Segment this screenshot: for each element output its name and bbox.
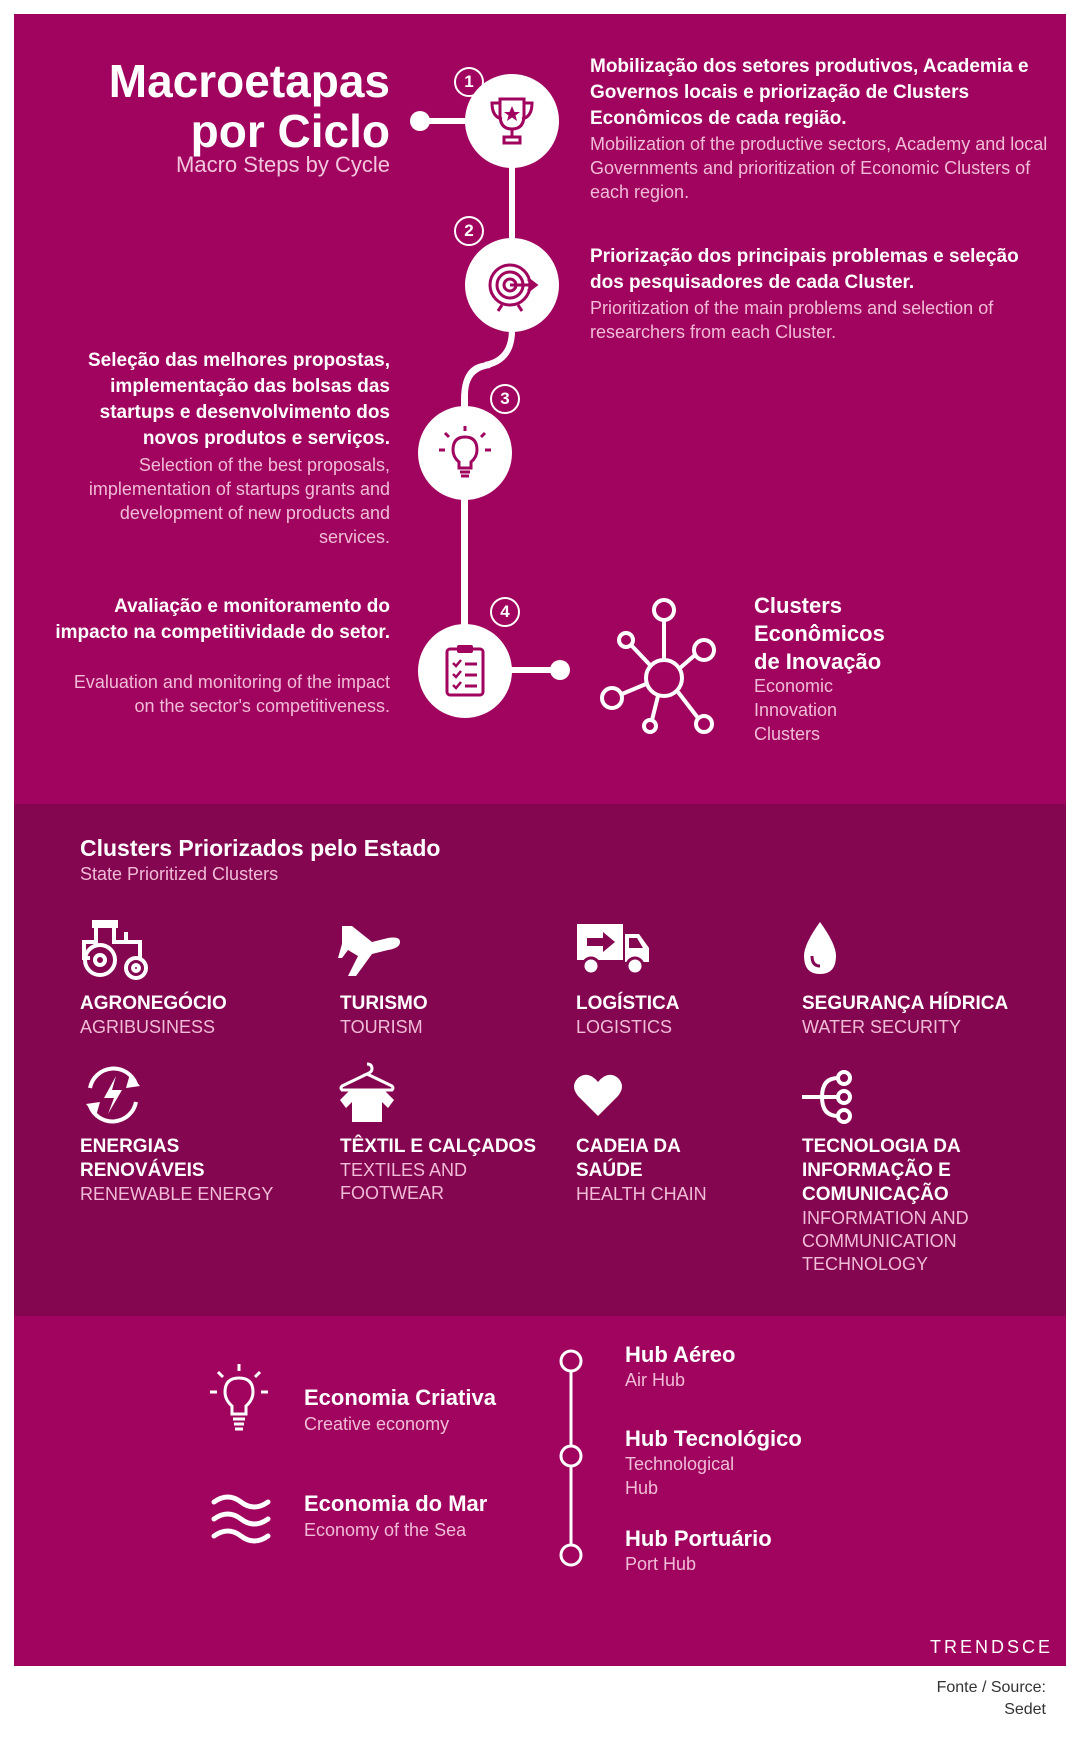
share-icon [800,1070,856,1124]
step-3-pt-text: Seleção das melhores propostas, implementação das bolsas das startups e desenvolvimento dos novos produtos e serviços. [87,350,390,449]
cluster-renewable-energy: ENERGIAS RENOVÁVEIS RENEWABLE ENERGY [80,1136,274,1204]
step-4-number: 4 [490,597,520,627]
step-4-circle [418,624,512,718]
step-1-en-text: Mobilization of the productive sectors, Academy and local Governments and prioritization of Economic Clusters of each region. [590,134,1048,202]
step-1-circle [465,74,559,168]
step-3-number: 3 [490,384,520,414]
step-3-en-text: Selection of the best proposals, implementation of startups grants and development of new products and services. [88,455,390,547]
renewable-energy-icon [78,1064,148,1124]
cluster-agribusiness: AGRONEGÓCIO AGRIBUSINESS [80,993,227,1037]
trophy-icon [482,91,542,151]
page-title: Macroetapas por Ciclo [108,55,390,157]
cluster-health-chain: CADEIA DA SAÚDE HEALTH CHAIN [576,1136,707,1204]
water-drop-icon [800,920,840,976]
page-subtitle: Macro Steps by Cycle [176,152,390,177]
step-4-en-text: Evaluation and monitoring of the impact on the sector's competitiveness. [73,672,390,716]
prioritized-subtitle: State Prioritized Clusters [80,864,279,884]
hub-technological: Hub Tecnológico Technological Hub [625,1426,802,1498]
innovation-clusters-pt: Clusters Econômicos de Inovação [754,593,885,674]
step-2-en-text: Prioritization of the main problems and selection of researchers from each Cluster. [590,298,994,342]
timeline-start-dot [410,111,430,131]
tractor-icon [78,918,148,980]
network-icon [596,594,726,734]
cluster-textiles: TÊXTIL E CALÇADOS TEXTILES AND FOOTWEAR [340,1136,536,1203]
step-2-circle [465,238,559,332]
step-2-pt-text: Priorização dos principais problemas e seleção dos pesquisadores de cada Cluster. [590,246,1019,293]
airplane-icon [338,920,402,980]
step-1-pt-text: Mobilização dos setores produtivos, Academia e Governos locais e priorização de Clusters Econômicos de cada região. [590,56,1029,129]
timeline-end-dot [550,660,570,680]
creative-economy: Economia Criativa Creative economy [304,1385,496,1434]
innovation-clusters-en: Economic Innovation Clusters [754,676,838,744]
hub-air: Hub Aéreo Air Hub [625,1342,736,1390]
hub-port: Hub Portuário Port Hub [625,1526,772,1574]
waves-icon [210,1494,272,1544]
cluster-water-security: SEGURANÇA HÍDRICA WATER SECURITY [802,993,1009,1037]
clipboard-icon [435,641,495,701]
lightbulb-outline-icon [206,1362,272,1432]
hub-timeline [556,1346,586,1576]
step-1-number: 1 [454,67,484,97]
target-icon [482,255,542,315]
heart-icon [572,1072,624,1118]
lightbulb-icon [435,423,495,483]
step-3-circle [418,406,512,500]
cluster-tourism: TURISMO TOURISM [340,993,428,1037]
cluster-logistics: LOGÍSTICA LOGISTICS [576,993,680,1037]
shirt-icon [336,1060,398,1124]
truck-icon [575,920,651,976]
cluster-ict: TECNOLOGIA DA INFORMAÇÃO E COMUNICAÇÃO INFORMATION AND COMMUNICATION TECHNOLOGY [802,1136,969,1274]
trendsce-logo: TRENDSCE [930,1637,1054,1657]
sea-economy: Economia do Mar Economy of the Sea [304,1491,488,1540]
source-note: Fonte / Source: Sedet [936,1679,1046,1718]
step-4-pt-text: Avaliação e monitoramento do impacto na competitividade do setor. [55,596,390,643]
step-2-number: 2 [454,216,484,246]
prioritized-title: Clusters Priorizados pelo Estado [80,835,441,861]
